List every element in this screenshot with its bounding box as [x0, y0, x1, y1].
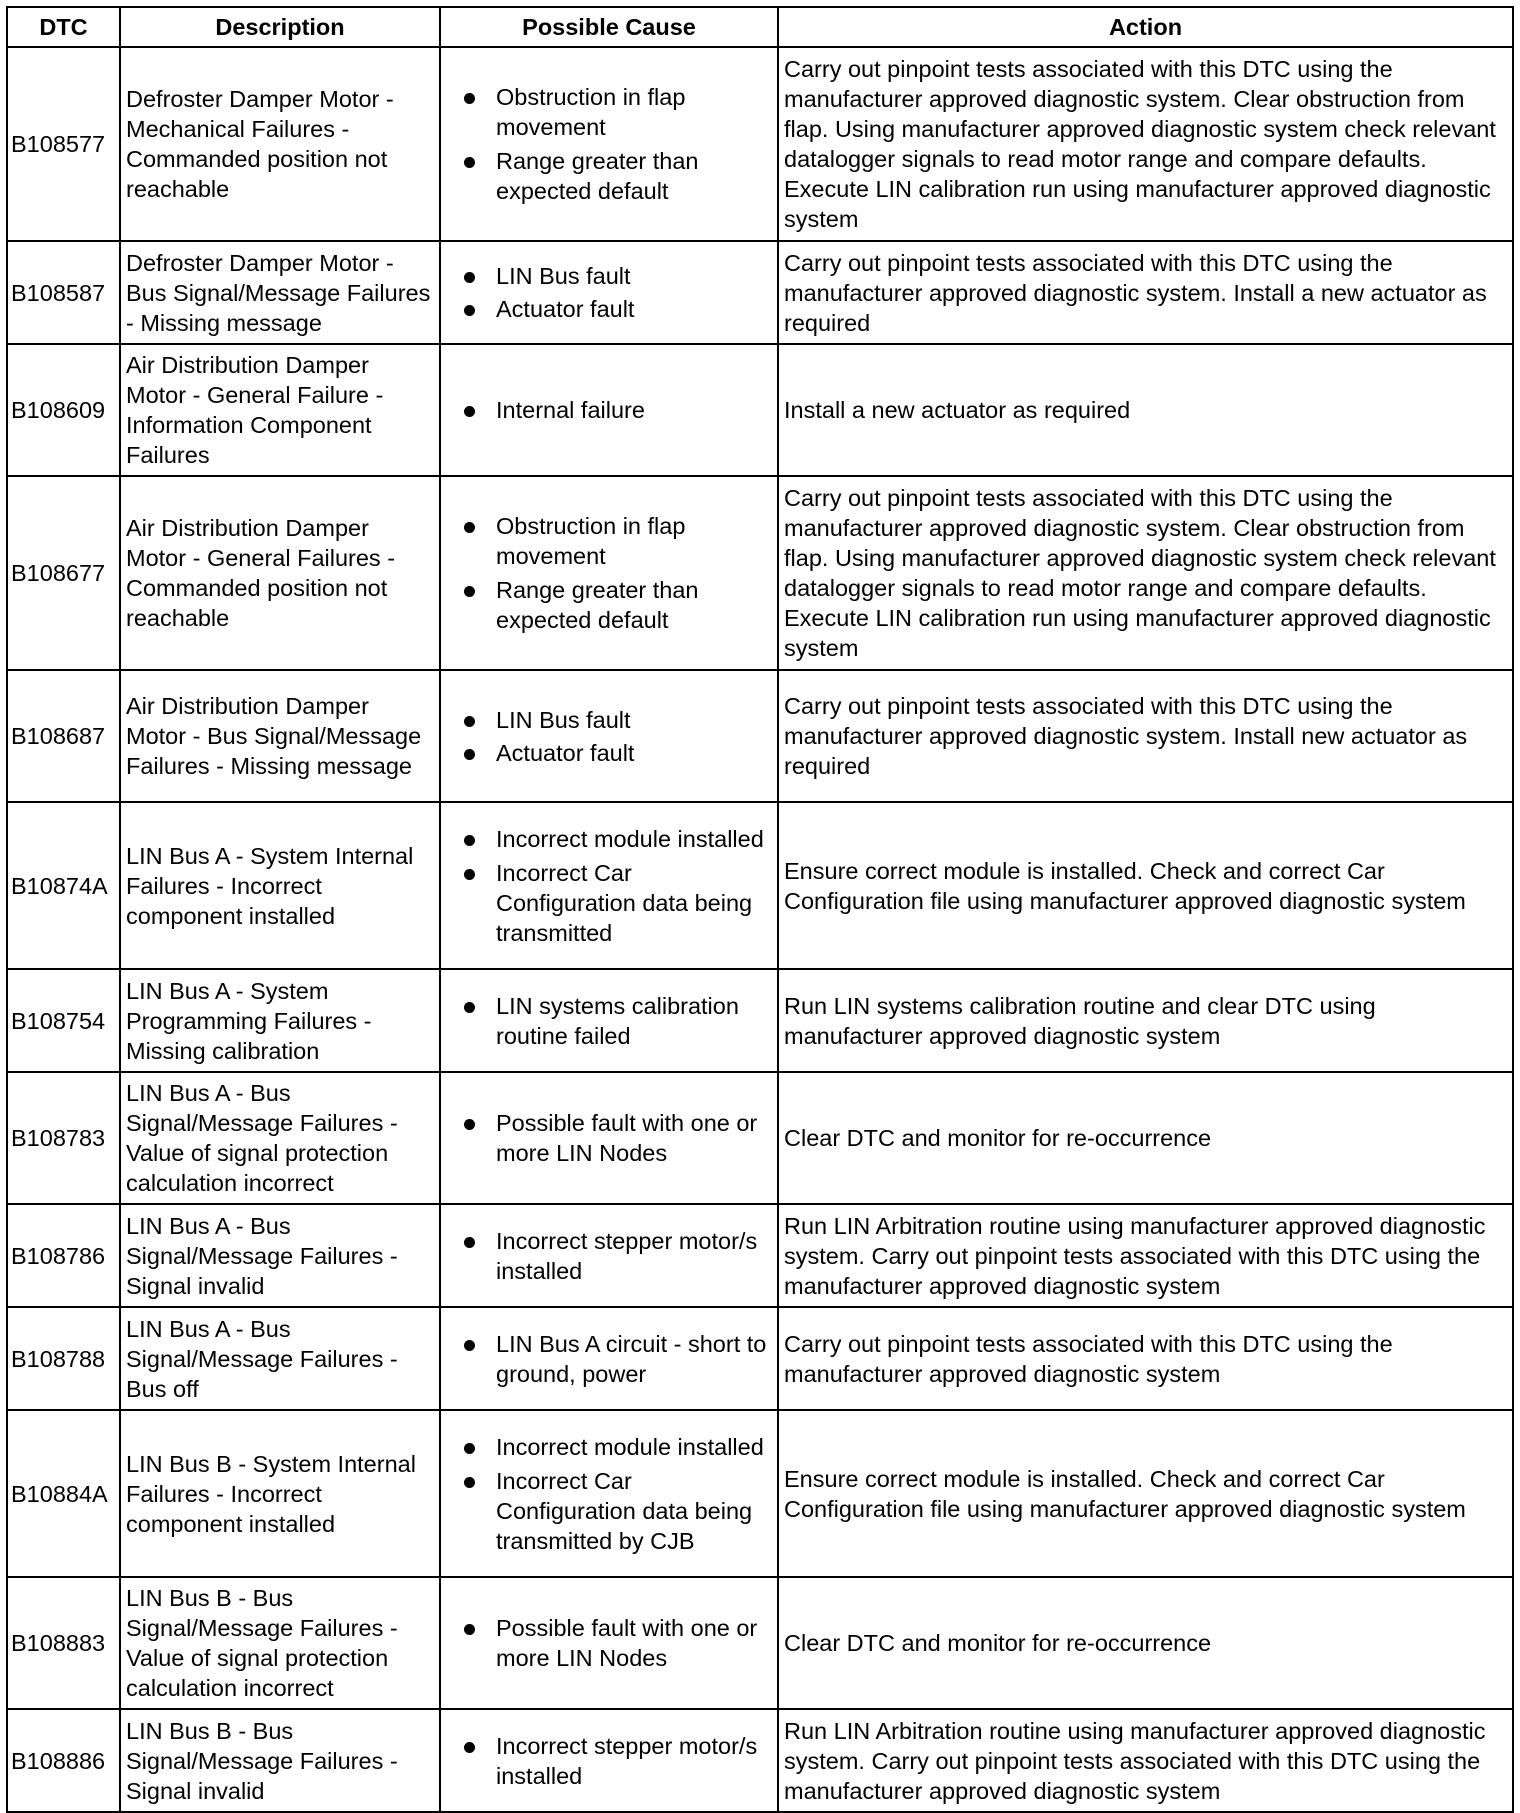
table-row	[7, 344, 1513, 476]
action-cell: Ensure correct module is installed. Check and correct Car Configuration file using manufacturer approved diagnostic system	[778, 802, 1513, 969]
table-row	[7, 1410, 1513, 1577]
possible-cause-cell	[440, 1204, 778, 1307]
table-row	[7, 1307, 1513, 1410]
action-cell: Carry out pinpoint tests associated with this DTC using the manufacturer approved diagnostic system. Clear obstruction from flap. Using manufacturer approved diagnostic system check relevant datalogger signals to read motor range and compare defaults. Execute LIN calibration run using manufacturer approved diagnostic system	[778, 47, 1513, 241]
possible-cause-cell	[440, 47, 778, 241]
cause-item: LIN Bus A circuit - short to ground, power	[446, 1329, 772, 1389]
dtc-code: B108886	[7, 1709, 120, 1812]
table-row	[7, 1709, 1513, 1812]
cause-item: Incorrect module installed	[446, 1432, 772, 1462]
possible-cause-cell	[440, 1709, 778, 1812]
cause-item: Actuator fault	[446, 738, 772, 768]
possible-cause-cell	[440, 1307, 778, 1410]
action-cell: Run LIN systems calibration routine and clear DTC using manufacturer approved diagnostic system	[778, 969, 1513, 1072]
table-row	[7, 1204, 1513, 1307]
table-row	[7, 47, 1513, 241]
table-row	[7, 1577, 1513, 1709]
cause-item: LIN systems calibration routine failed	[446, 991, 772, 1051]
table-row	[7, 241, 1513, 344]
cause-item: LIN Bus fault	[446, 705, 772, 735]
cause-list	[446, 1226, 772, 1286]
cause-list	[446, 1329, 772, 1389]
cause-item: Possible fault with one or more LIN Nodes	[446, 1108, 772, 1168]
action-cell: Carry out pinpoint tests associated with this DTC using the manufacturer approved diagnostic system. Install a new actuator as required	[778, 241, 1513, 344]
cause-list	[446, 824, 772, 948]
possible-cause-cell	[440, 344, 778, 476]
description-cell: Defroster Damper Motor - Mechanical Failures - Commanded position not reachable	[120, 47, 440, 241]
possible-cause-cell	[440, 241, 778, 344]
table-row	[7, 969, 1513, 1072]
description-cell: LIN Bus B - System Internal Failures - Incorrect component installed	[120, 1410, 440, 1577]
dtc-code: B108786	[7, 1204, 120, 1307]
dtc-code: B108883	[7, 1577, 120, 1709]
cause-list	[446, 705, 772, 768]
description-cell: Air Distribution Damper Motor - Bus Signal/Message Failures - Missing message	[120, 670, 440, 802]
possible-cause-cell	[440, 670, 778, 802]
cause-list	[446, 82, 772, 206]
description-cell: LIN Bus A - Bus Signal/Message Failures - Bus off	[120, 1307, 440, 1410]
cause-item: Range greater than expected default	[446, 575, 772, 635]
action-cell: Carry out pinpoint tests associated with this DTC using the manufacturer approved diagnostic system. Install new actuator as required	[778, 670, 1513, 802]
cause-item: Incorrect stepper motor/s installed	[446, 1731, 772, 1791]
cause-list	[446, 395, 772, 425]
table-row	[7, 476, 1513, 670]
header-description: Description	[120, 7, 440, 47]
cause-item: Obstruction in flap movement	[446, 511, 772, 571]
description-cell: LIN Bus B - Bus Signal/Message Failures - Value of signal protection calculation incorrect	[120, 1577, 440, 1709]
possible-cause-cell	[440, 802, 778, 969]
header-possible-cause: Possible Cause	[440, 7, 778, 47]
cause-list	[446, 1731, 772, 1791]
dtc-code: B108754	[7, 969, 120, 1072]
table-row	[7, 802, 1513, 969]
dtc-code: B108577	[7, 47, 120, 241]
dtc-code: B108609	[7, 344, 120, 476]
action-cell: Carry out pinpoint tests associated with this DTC using the manufacturer approved diagnostic system. Clear obstruction from flap. Using manufacturer approved diagnostic system check relevant datalogger signals to read motor range and compare defaults. Execute LIN calibration run using manufacturer approved diagnostic system	[778, 476, 1513, 670]
description-cell: Air Distribution Damper Motor - General Failure - Information Component Failures	[120, 344, 440, 476]
possible-cause-cell	[440, 476, 778, 670]
dtc-code: B108587	[7, 241, 120, 344]
description-cell: Air Distribution Damper Motor - General Failures - Commanded position not reachable	[120, 476, 440, 670]
dtc-code: B108677	[7, 476, 120, 670]
description-cell: LIN Bus A - Bus Signal/Message Failures - Value of signal protection calculation incorrect	[120, 1072, 440, 1204]
cause-list	[446, 261, 772, 324]
action-cell: Clear DTC and monitor for re-occurrence	[778, 1072, 1513, 1204]
dtc-code: B10874A	[7, 802, 120, 969]
action-cell: Carry out pinpoint tests associated with this DTC using the manufacturer approved diagnostic system	[778, 1307, 1513, 1410]
header-dtc: DTC	[7, 7, 120, 47]
description-cell: LIN Bus A - Bus Signal/Message Failures - Signal invalid	[120, 1204, 440, 1307]
possible-cause-cell	[440, 969, 778, 1072]
cause-list	[446, 1613, 772, 1673]
cause-list	[446, 1108, 772, 1168]
dtc-code: B108788	[7, 1307, 120, 1410]
action-cell: Clear DTC and monitor for re-occurrence	[778, 1577, 1513, 1709]
description-cell: LIN Bus A - System Internal Failures - Incorrect component installed	[120, 802, 440, 969]
cause-item: Range greater than expected default	[446, 146, 772, 206]
description-cell: LIN Bus B - Bus Signal/Message Failures - Signal invalid	[120, 1709, 440, 1812]
possible-cause-cell	[440, 1410, 778, 1577]
dtc-table	[6, 6, 1514, 1813]
action-cell: Install a new actuator as required	[778, 344, 1513, 476]
cause-list	[446, 511, 772, 635]
cause-list	[446, 991, 772, 1051]
table-row	[7, 670, 1513, 802]
dtc-code: B108783	[7, 1072, 120, 1204]
cause-item: LIN Bus fault	[446, 261, 772, 291]
description-cell: LIN Bus A - System Programming Failures - Missing calibration	[120, 969, 440, 1072]
table-row	[7, 1072, 1513, 1204]
cause-item: Incorrect stepper motor/s installed	[446, 1226, 772, 1286]
action-cell: Ensure correct module is installed. Check and correct Car Configuration file using manufacturer approved diagnostic system	[778, 1410, 1513, 1577]
description-cell: Defroster Damper Motor - Bus Signal/Message Failures - Missing message	[120, 241, 440, 344]
cause-item: Incorrect Car Configuration data being transmitted by CJB	[446, 1466, 772, 1556]
action-cell: Run LIN Arbitration routine using manufacturer approved diagnostic system. Carry out pinpoint tests associated with this DTC using the manufacturer approved diagnostic system	[778, 1204, 1513, 1307]
cause-item: Incorrect Car Configuration data being transmitted	[446, 858, 772, 948]
header-row	[7, 7, 1513, 47]
action-cell: Run LIN Arbitration routine using manufacturer approved diagnostic system. Carry out pinpoint tests associated with this DTC using the manufacturer approved diagnostic system	[778, 1709, 1513, 1812]
cause-item: Actuator fault	[446, 294, 772, 324]
possible-cause-cell	[440, 1072, 778, 1204]
cause-item: Incorrect module installed	[446, 824, 772, 854]
cause-item: Possible fault with one or more LIN Nodes	[446, 1613, 772, 1673]
dtc-code: B10884A	[7, 1410, 120, 1577]
cause-item: Obstruction in flap movement	[446, 82, 772, 142]
cause-item: Internal failure	[446, 395, 772, 425]
dtc-code: B108687	[7, 670, 120, 802]
possible-cause-cell	[440, 1577, 778, 1709]
cause-list	[446, 1432, 772, 1556]
header-action: Action	[778, 7, 1513, 47]
